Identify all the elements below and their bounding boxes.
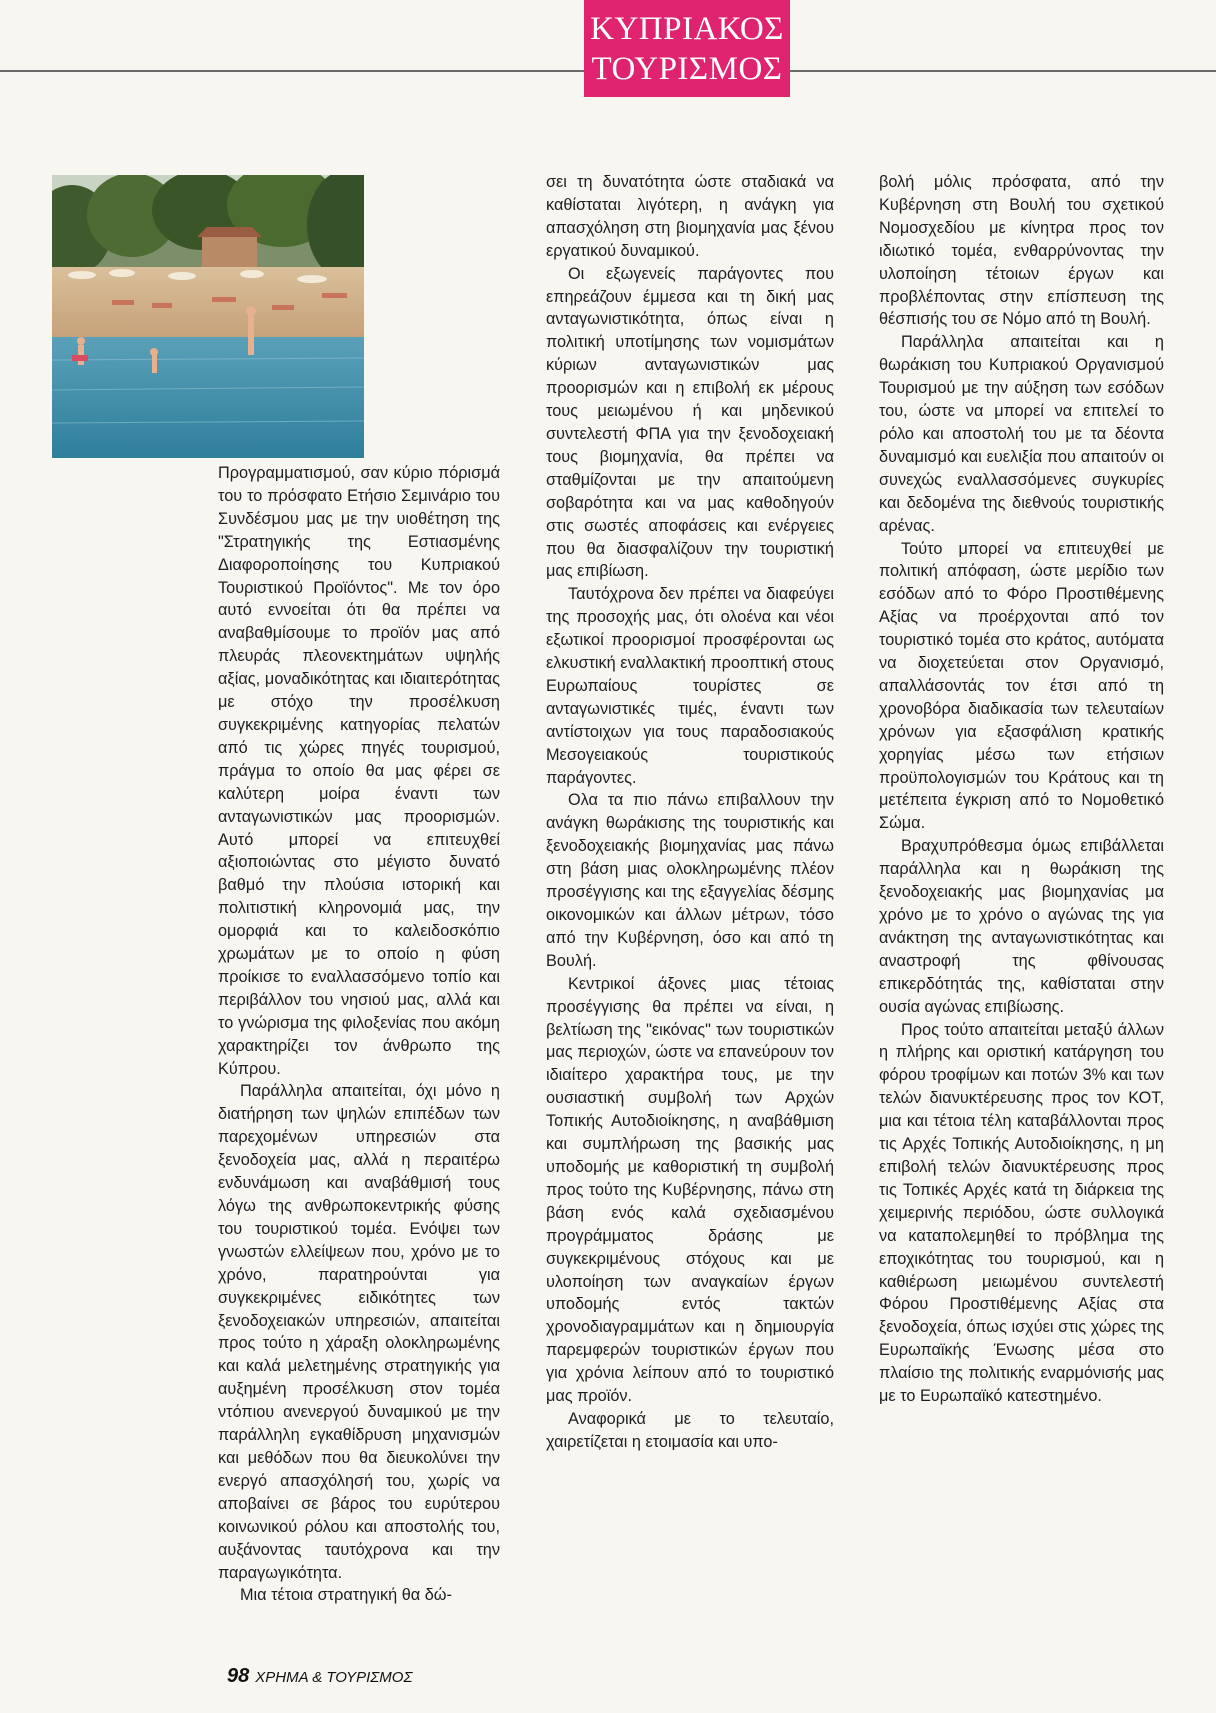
column-2-paragraph-5: Κεντρικοί άξονες μιας τέτοιας προσέγγισης θα πρέπει να είναι, η βελτίωση της "εικόνας" των τουριστικών μας περιοχών, ώστε να επανεύρουν τον ιδιαίτερο χαρακτήρα τους, με την ουσιαστική συμβολή των Αρχών Τοπικής Αυτοδιοίκησης, η αναβάθμιση και συμπλήρωση της βασικής μας υποδομής με καθοριστική τη συμβολή προς τούτο της Κυβέρνησης, πάνω στη βάση ενός καλά σχεδιασμένου προγράμματος δράσης με συγκεκριμένους στόχους και με υλοποίηση των αναγκαίων έργων υποδομής εντός τακτών χρονοδιαγραμμάτων και η δημιουργία παρεμφερών τουριστικών έργων που για χρόνια λείπουν από το τουριστικό μας προϊόν. xyxy=(546,974,834,1406)
page-footer xyxy=(227,1665,412,1688)
article-column-2 xyxy=(546,171,834,1454)
page-number: 98 xyxy=(227,1665,250,1687)
section-rubric xyxy=(584,0,790,97)
rubric-line-2: ΤΟΥΡΙΣΜΟΣ xyxy=(591,51,783,87)
article-column-1 xyxy=(218,171,500,1607)
beach-photo xyxy=(52,175,364,458)
column-2-paragraph-2: Οι εξωγενείς παράγοντες που επηρεάζουν έμμεσα και τη δική μας ανταγωνιστικότητα, όπως είναι η πολιτική υποτίμησης των νομισμάτων κύριων ανταγωνιστικών μας προορισμών και η επιβολή εκ μέρους τους μειωμένου ή και μηδενικού συντελεστή ΦΠΑ για την ξενοδοχειακή τους βιομηχανία, θα πρέπει να σταθμίζονται με την απαιτούμενη σοβαρότητα και να μας καθοδηγούν στις σωστές αποφάσεις και ενέργειες που θα διασφαλίζουν την τουριστική μας επιβίωση. xyxy=(546,264,834,581)
column-2-paragraph-1: σει τη δυνατότητα ώστε σταδιακά να καθίσταται λιγότερη, η ανάγκη για απασχόληση στη βιομηχανία μας ξένου εργατικού δυναμικού. xyxy=(546,173,834,260)
column-1-paragraph-1: Προγραμματισμού, σαν κύριο πόρισμά του το πρόσφατο Ετήσιο Σεμινάριο του Συνδέσμου μας με την υιοθέτηση της "Στρατηγικής της Εστιασμένης Διαφοροποίησης του Κυπριακού Τουριστικού Προϊόντος". Με τον όρο αυτό εννοείται ότι θα πρέπει να αναβαθμίσουμε το προϊόν μας από πλευράς πλεονεκτημάτων υψηλής αξίας, μοναδικότητας και ιδιαιτερότητας με στόχο την προσέλκυση συγκεκριμένης κατηγορίας πελατών από τις χώρες πηγές τουρισμού, πράγμα το οποίο θα μας φέρει σε καλύτερη μοίρα έναντι των ανταγωνιστικών μας προορισμών. Αυτό μπορεί να επιτευχθεί αξιοποιώντας στο μέγιστο δυνατό βαθμό την πλούσια ιστορική και πολιτιστική κληρονομιά μας, την ομορφιά και το καλειδοσκόπιο χρωμάτων με το οποίο η φύση προίκισε το εναλλασσόμενο τοπίο και περιβάλλον του νησιού μας, αλλά και το γνώρισμα της φιλοξενίας που ακόμη χαρακτηρίζει τον άνθρωπο της Κύπρου. xyxy=(218,171,500,1080)
column-3-paragraph-5: Προς τούτο απαιτείται μεταξύ άλλων η πλήρης και οριστική κατάργηση του φόρου τροφίμων και ποτών 3% και των τελών διανυκτέρευσης προς τον ΚΟΤ, μια και τέτοια τέλη καταβάλλονται προς τις Αρχές Τοπικής Αυτοδιοίκησης, η μη επιβολή τελών διανυκτέρευσης προς τις Τοπικές Αρχές κατά τη διάρκεια της χειμερινής περιόδου, ώστε συλλογικά να καταπολεμηθεί το πρόβλημα της εποχικότητας του τουρισμού, και η καθιέρωση μειωμένου συντελεστή Φόρου Προστιθέμενης Αξίας στα ξενοδοχεία, όπως ισχύει στις χώρες της Ευρωπαϊκής Ένωσης μέσα στο πλαίσιο της πολιτικής εναρμόνισής μας με το Ευρωπαϊκό κατεστημένο. xyxy=(879,1020,1164,1406)
column-2-paragraph-6: Αναφορικά με το τελευταίο, χαιρετίζεται η ετοιμασία και υπο- xyxy=(546,1409,834,1451)
column-2-paragraph-4: Ολα τα πιο πάνω επιβαλλουν την ανάγκη θωράκισης της τουριστικής και ξενοδοχειακής βιομηχανίας μας πάνω στη βάση μιας ολοκληρωμένης πλέον προσέγγισης και της εξαγγελίας δέσμης οικονομικών και άλλων μέτρων, τόσο από την Κυβέρνηση, όσο και από τη Βουλή. xyxy=(546,791,834,970)
column-3-paragraph-4: Βραχυπρόθεσμα όμως επιβάλλεται παράλληλα και η θωράκιση της ξενοδοχειακής μας βιομηχανίας μα χρόνο με το χρόνο ο αγώνας της για ανάκτηση της ανταγωνιστικότητας και αναστροφή της φθίνουσας επικερδότητάς της, καθίσταται στην ουσία αγώνας επιβίωσης. xyxy=(879,837,1164,1016)
column-3-paragraph-2: Παράλληλα απαιτείται και η θωράκιση του Κυπριακού Οργανισμού Τουρισμού με την αύξηση των εσόδων του, ώστε να μπορεί να επιτελεί το ρόλο και αποστολή του με τα δέοντα δυναμισμό και ευελιξία που απαιτούν οι συνεχώς εναλλασσόμενες συγκυρίες και δεδομένα της διεθνούς τουριστικής αρένας. xyxy=(879,333,1164,535)
rubric-line-1: ΚΥΠΡΙΑΚΟΣ xyxy=(590,11,784,47)
magazine-title: ΧΡΗΜΑ & ΤΟΥΡΙΣΜΟΣ xyxy=(255,1669,413,1686)
column-2-paragraph-3: Ταυτόχρονα δεν πρέπει να διαφεύγει της προσοχής μας, ότι ολοένα και νέοι εξωτικοί προορισμοί προσφέρονται ως ελκυστική εναλλακτική προοπτική στους Ευρωπαίους τουρίστες σε ανταγωνιστικές τιμές, έναντι των αντίστοιχων για τους παραδοσιακούς Μεσογειακούς τουριστικούς παράγοντες. xyxy=(546,585,834,787)
column-1-paragraph-2: Παράλληλα απαιτείται, όχι μόνο η διατήρηση των ψηλών επιπέδων των παρεχομένων υπηρεσιών στα ξενοδοχεία μας, αλλά η περαιτέρω ενδυνάμωση και αναβάθμισή τους λόγω της ανθρωποκεντρικής φύσης του τουριστικού τομέα. Ενόψει των γνωστών ελλείψεων που, χρόνο με το χρόνο, παρατηρούνται για συγκεκριμένες ειδικότητες των ξενοδοχειακών υπηρεσιών, απαιτείται προς τούτο η χάραξη ολοκληρωμένης και καλά μελετημένης στρατηγικής για αυξημένη προσέλκυση στον τομέα ντόπιου ανενεργού δυναμικού με την παράλληλη εγκαθίδρυση μηχανισμών και μεθόδων που θα διευκολύνει την ενεργό απασχόλησή του, χωρίς να αποβαίνει σε βάρος του ευρύτερου κοινωνικού ρόλου και αποστολής του, αυξάνοντας ταυτόχρονα και την παραγωγικότητα. xyxy=(218,1082,500,1582)
column-3-paragraph-3: Τούτο μπορεί να επιτευχθεί με πολιτική απόφαση, ώστε μερίδιο των εσόδων από το Φόρο Προστιθέμενης Αξίας να προέρχονται από τον τουριστικό τομέα στο κράτος, αυτόματα να διοχετεύεται στον Οργανισμό, απαλλάσοντάς τον έτσι από τη χρονοβόρα διαδικασία των τελευταίων χρόνων για εξασφάλιση κρατικής χορηγίας μέσω των ετήσιων προϋπολογισμών του Κράτους και τη μετέπειτα έγκριση από το Νομοθετικό Σώμα. xyxy=(879,539,1164,833)
column-1-paragraph-3: Μια τέτοια στρατηγική θα δώ- xyxy=(240,1586,452,1605)
article-column-3 xyxy=(879,171,1164,1408)
column-3-paragraph-1: βολή μόλις πρόσφατα, από την Κυβέρνηση στη Βουλή του σχετικού Νομοσχεδίου με κίνητρα προς τον ιδιωτικό τομέα, ενθαρρύνοντας την υλοποίηση τέτοιων έργων και προβλέποντας στην επίσπευση της θέσπισής του σε Νόμο από τη Βουλή. xyxy=(879,173,1164,329)
